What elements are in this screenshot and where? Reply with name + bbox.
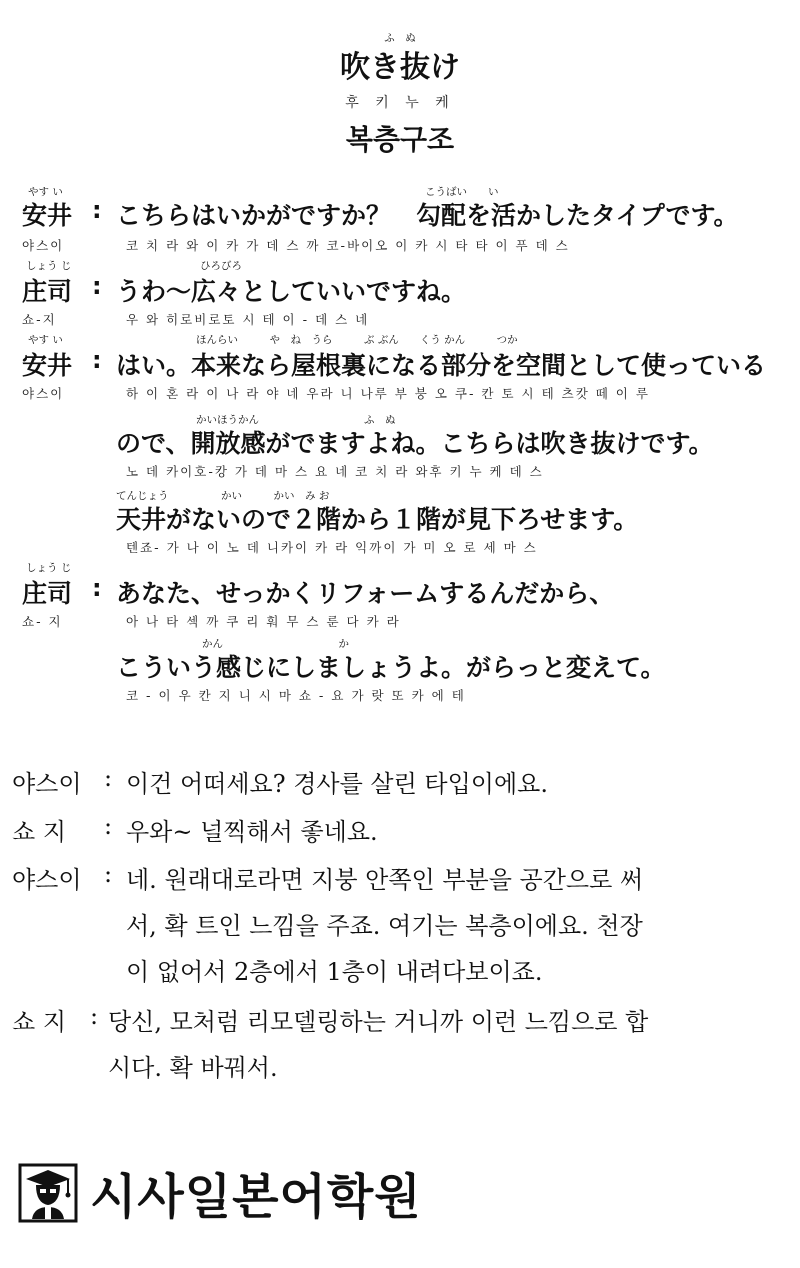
line-pronunciation: 코 치 라 와 이 카 가 데 스 까 코-바이오 이 카 시 타 타 이 푸 데 스 <box>126 238 570 253</box>
speaker-pronunciation: 쇼-지 <box>22 312 57 327</box>
line-pronunciation: 노 데 카이호-캉 가 데 마 스 요 네 코 치 라 와후 키 누 케 데 스 <box>126 464 544 479</box>
graduate-cap-logo-icon <box>18 1163 78 1223</box>
colon: : <box>92 196 102 224</box>
colon: : <box>92 346 102 374</box>
line-ruby: かん か <box>202 638 349 650</box>
speaker-pronunciation: 야스이 <box>22 238 65 253</box>
line-ruby: てんじょう かい かい み お <box>116 490 330 502</box>
dialogue-line: こちらはいかがですか？ 勾配を活かしたタイプです。 <box>116 201 739 230</box>
translation-line: 네. 원래대로라면 지붕 안쪽인 부분을 공간으로 써 <box>126 866 644 894</box>
colon: : <box>104 764 113 792</box>
colon: : <box>90 1002 99 1030</box>
colon: : <box>104 812 113 840</box>
speaker-name: 庄司 <box>22 579 73 608</box>
academy-name: 시사일본어학원 <box>90 1169 422 1225</box>
line-pronunciation: 우 와 히로비로토 시 테 이 - 데 스 네 <box>126 312 370 327</box>
line-ruby: ほんらい や ね うら ぶ ぶん くう かん つか <box>196 334 518 346</box>
translation-line: 서, 확 트인 느낌을 주죠. 여기는 복층이에요. 천장 <box>126 912 643 940</box>
line-ruby: ひろびろ <box>200 260 242 272</box>
dialogue-line: うわ～広々としていいですね。 <box>116 277 467 306</box>
academy-logo <box>18 1158 422 1227</box>
dialogue-line: 天井がないので２階から１階が見下ろせます。 <box>116 505 639 534</box>
line-ruby: かいほうかん ふ ぬ <box>196 414 396 426</box>
translation-line: 시다. 확 바꿔서. <box>108 1054 278 1082</box>
speaker-name: 庄司 <box>22 277 73 306</box>
colon: : <box>92 272 102 300</box>
line-pronunciation: 텐죠- 가 나 이 노 데 니카이 카 라 익까이 가 미 오 로 세 마 스 <box>126 540 538 555</box>
dialogue-line: こういう感じにしましょうよ。がらっと変えて。 <box>116 653 666 682</box>
translation-line: 우와~ 널찍해서 좋네요. <box>126 818 378 846</box>
dialogue-line: ので、開放感がでますよね。こちらは吹き抜けです。 <box>116 429 714 458</box>
speaker-ruby: やす い <box>28 186 63 198</box>
translation-speaker: 야스이 <box>12 770 82 798</box>
line-pronunciation: 하 이 혼 라 이 나 라 야 네 우라 니 나루 부 붕 오 쿠- 칸 토 시 테 츠캇 떼 이 루 <box>126 386 650 401</box>
line-ruby: こうばい い <box>425 186 499 198</box>
translation-speaker: 야스이 <box>12 866 82 894</box>
speaker-pronunciation: 쇼- 지 <box>22 614 63 629</box>
speaker-pronunciation: 야스이 <box>22 386 65 401</box>
speaker-ruby: しょう じ <box>26 260 72 272</box>
dialogue-line: はい。本来なら屋根裏になる部分を空間として使っている <box>116 351 767 380</box>
title-pronunciation: 후 키 누 케 <box>345 95 455 111</box>
title-ruby: ふ ぬ <box>384 32 416 44</box>
translation-speaker: 쇼 지 <box>12 818 66 846</box>
speaker-name: 安井 <box>22 351 73 380</box>
line-pronunciation: 코 - 이 우 칸 지 니 시 마 쇼 - 요 가 랏 또 카 에 테 <box>126 688 466 703</box>
colon: : <box>104 860 113 888</box>
title-japanese: 吹き抜け <box>340 50 460 85</box>
dialogue-line: あなた、せっかくリフォームするんだから、 <box>116 579 615 608</box>
speaker-name: 安井 <box>22 201 73 230</box>
translation-line: 이건 어떠세요? 경사를 살린 타입이에요. <box>126 770 548 798</box>
speaker-ruby: しょう じ <box>26 562 72 574</box>
line-pronunciation: 아 나 타 섹 까 쿠 리 훠 무 스 룬 다 카 라 <box>126 614 401 629</box>
speaker-ruby: やす い <box>28 334 63 346</box>
translation-speaker: 쇼 지 <box>12 1008 66 1036</box>
translation-line: 당신, 모처럼 리모델링하는 거니까 이런 느낌으로 합 <box>108 1008 649 1036</box>
translation-line: 이 없어서 2층에서 1층이 내려다보이죠. <box>126 958 543 986</box>
colon: : <box>92 574 102 602</box>
title-korean: 복층구조 <box>345 123 455 156</box>
